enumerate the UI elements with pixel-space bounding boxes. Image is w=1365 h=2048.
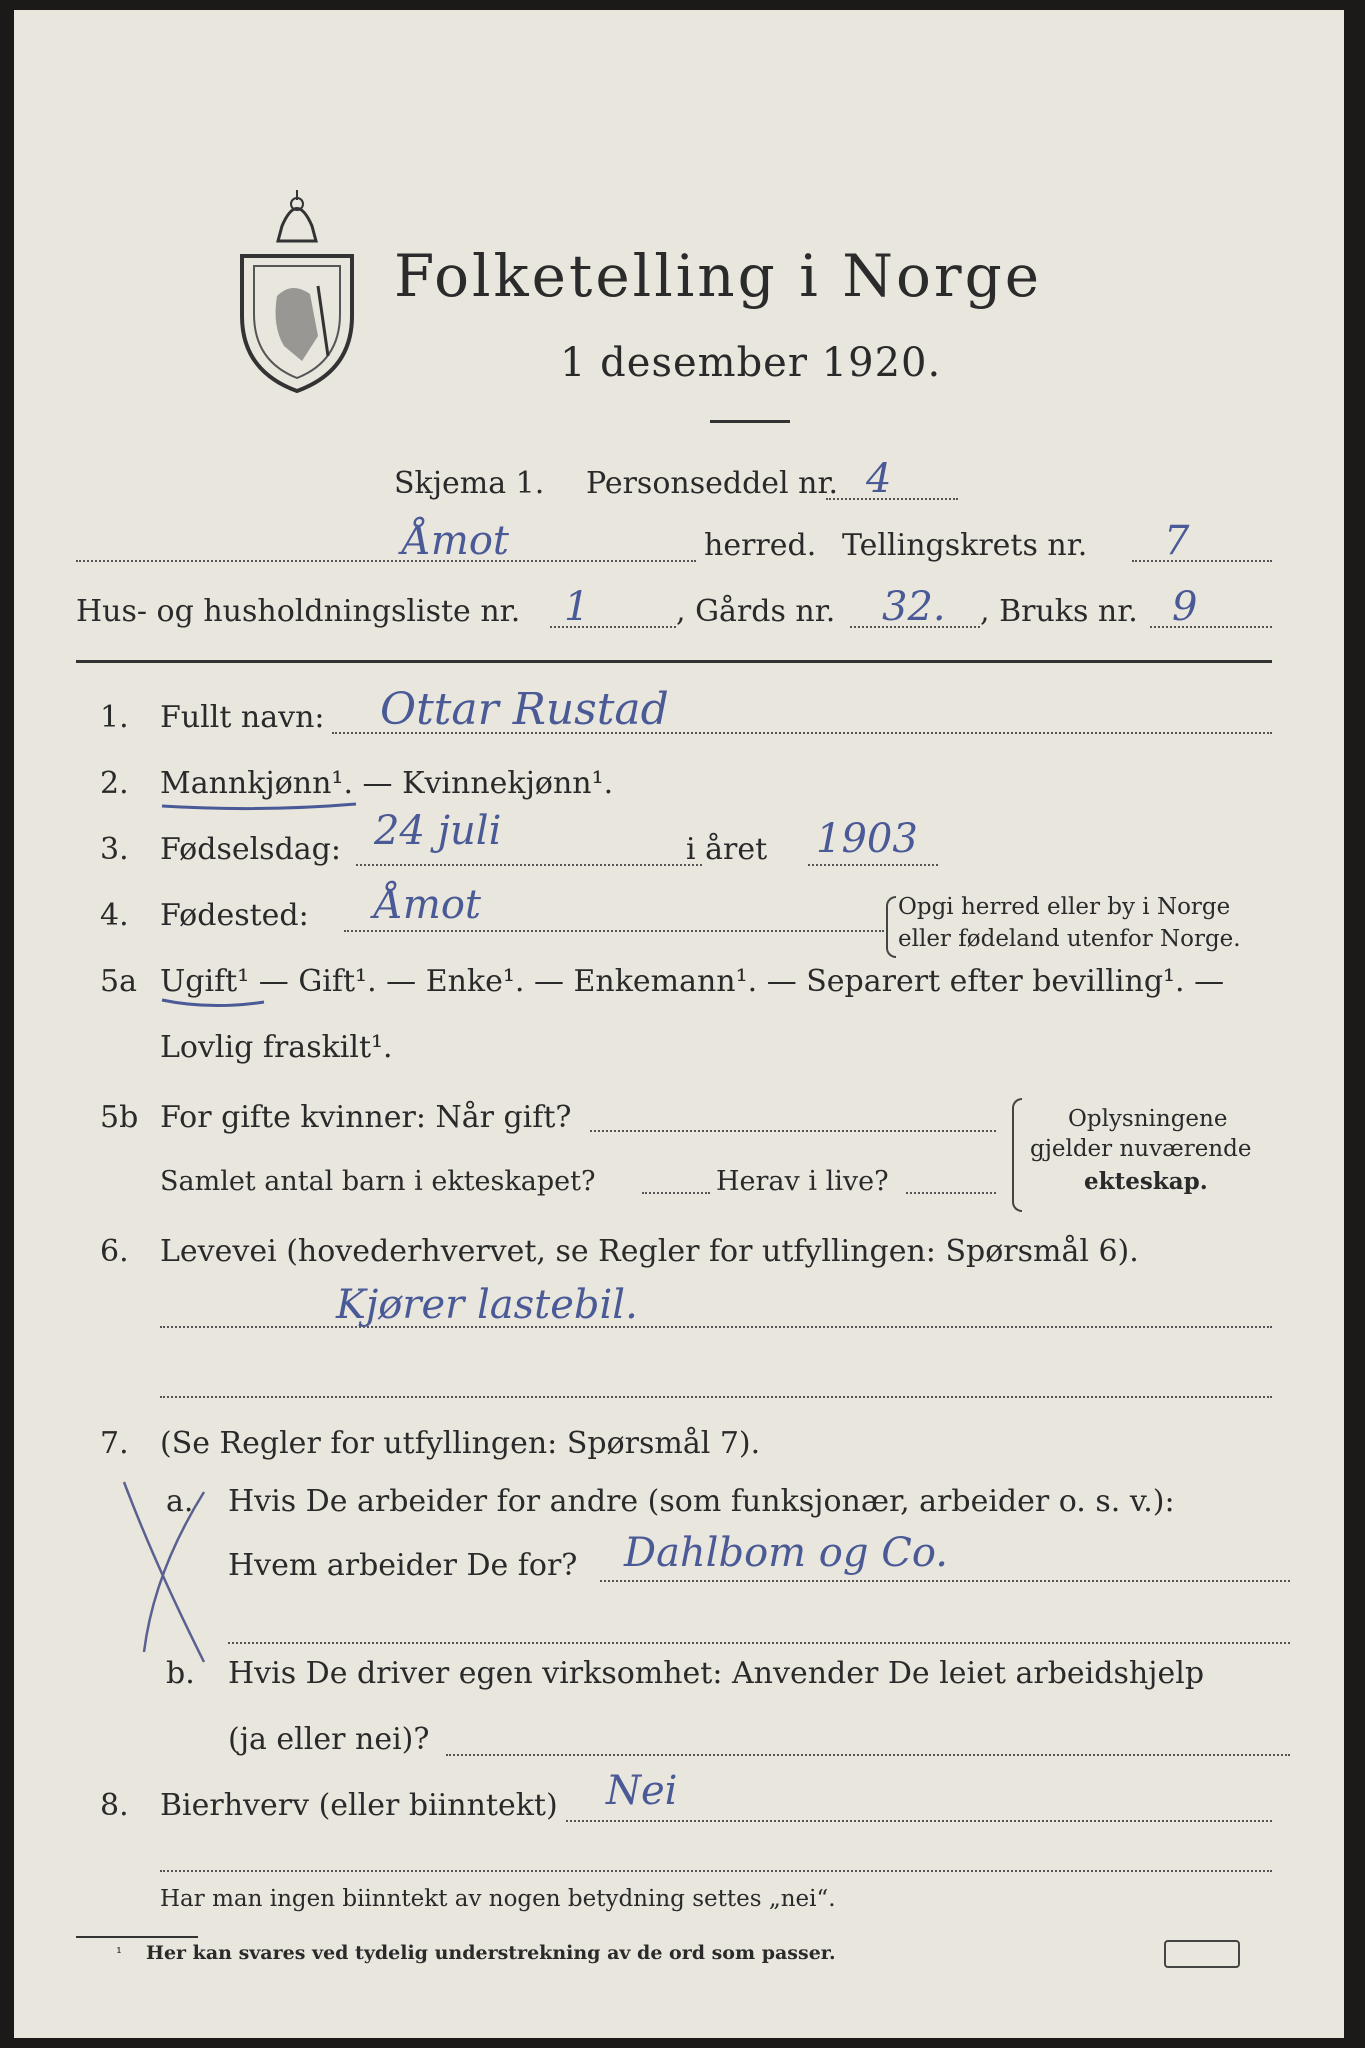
personseddel-label: Personseddel nr. [586,466,839,501]
q3-number: 3. [100,832,129,867]
q2-underline-mark [160,800,360,814]
q6-line-1 [160,1326,1272,1328]
q5b-label: For gifte kvinner: Når gift? [160,1100,572,1135]
footnote-text: Her kan svares ved tydelig understrekning av de ord som passer. [146,1942,836,1964]
gards-value: 32. [882,584,946,630]
gards-label: , Gårds nr. [676,594,836,629]
q5b-label-3: Herav i live? [716,1166,889,1197]
husliste-label: Hus- og husholdningsliste nr. [76,594,521,629]
q8-sidejob-value: Nei [606,1768,678,1814]
q5b-note-3: ekteskap. [1084,1168,1208,1195]
q5a-number: 5a [100,964,137,999]
q6-number: 6. [100,1234,129,1269]
footnote-mark: ¹ [116,1944,123,1962]
q3-year-line [808,864,938,866]
q8-line [566,1820,1272,1822]
census-date: 1 desember 1920. [560,340,942,386]
q4-note-1: Opgi herred eller by i Norge [898,894,1231,920]
q3-year-value: 1903 [816,816,918,862]
q7b-line [446,1754,1290,1756]
q7a-letter: a. [166,1484,194,1519]
q1-full-name-value: Ottar Rustad [380,684,669,735]
q7b-label-2: (ja eller nei)? [228,1722,430,1757]
q1-number: 1. [100,700,129,735]
q7b-label: Hvis De driver egen virksomhet: Anvender De leiet arbeidshjelp [228,1656,1205,1691]
q7a-label: Hvis De arbeider for andre (som funksjonær, arbeider o. s. v.): [228,1484,1175,1519]
q7a-line-2 [228,1642,1290,1644]
personseddel-line [826,498,958,500]
q7a-employer-line [600,1580,1290,1582]
q4-line [344,930,884,932]
q2-number: 2. [100,766,129,801]
q8-note: Har man ingen biinntekt av nogen betydning settes „nei“. [160,1886,836,1912]
q5b-children-line [642,1192,710,1194]
q3-label: Fødselsdag: [160,832,341,867]
q2-label: Mannkjønn¹. — Kvinnekjønn¹. [160,766,614,801]
q5b-note-2: gjelder nuværende [1030,1136,1252,1162]
q5b-brace [1012,1098,1022,1212]
q5b-note-1: Oplysningene [1068,1106,1228,1132]
tellingskrets-value: 7 [1164,518,1190,564]
q7a-label-2: Hvem arbeider De for? [228,1548,578,1583]
q4-brace [886,896,896,958]
q8-label: Bierhverv (eller biinntekt) [160,1788,558,1823]
tellingskrets-label: Tellingskrets nr. [842,528,1088,563]
herred-value: Åmot [402,518,509,564]
q5b-married-line [590,1130,996,1132]
header-divider [76,660,1272,663]
herred-line [76,560,696,562]
q4-label: Fødested: [160,898,309,933]
q6-line-2 [160,1396,1272,1398]
tellingskrets-line [1132,560,1272,562]
q5b-number: 5b [100,1100,139,1135]
q4-note-2: eller fødeland utenfor Norge. [898,926,1241,952]
q7b-letter: b. [166,1656,195,1691]
q4-birthplace-value: Åmot [374,882,481,928]
census-form-sheet [14,10,1344,2038]
bruks-value: 9 [1172,584,1198,630]
norwegian-coat-of-arms-icon [232,186,362,396]
q5a-underline-mark [160,996,270,1012]
q8-line-2 [160,1870,1272,1872]
form-title: Folketelling i Norge [394,242,1043,310]
personseddel-value: 4 [866,456,892,502]
skjema-label: Skjema 1. [394,466,545,501]
q7a-employer-value: Dahlbom og Co. [624,1530,948,1576]
husliste-value: 1 [564,584,590,630]
q3-year-label: i året [686,832,768,867]
footnote-divider [76,1936,198,1938]
q5a-label-2: Lovlig fraskilt¹. [160,1030,393,1065]
q5b-label-2: Samlet antal barn i ekteskapet? [160,1166,596,1197]
q6-occupation-value: Kjører lastebil. [336,1282,638,1328]
q3-day-line [356,864,702,866]
q7-number: 7. [100,1426,129,1461]
title-divider [710,420,790,423]
q3-birthday-value: 24 juli [374,808,502,854]
bruks-label: , Bruks nr. [980,594,1138,629]
q4-number: 4. [100,898,129,933]
bruks-line [1150,626,1272,628]
q5a-label: Ugift¹ — Gift¹. — Enke¹. — Enkemann¹. — Separert efter bevilling¹. — [160,964,1225,999]
printer-stamp [1164,1940,1240,1968]
q7-label: (Se Regler for utfyllingen: Spørsmål 7). [160,1426,761,1461]
q8-number: 8. [100,1788,129,1823]
q1-label: Fullt navn: [160,700,325,735]
q5b-alive-line [906,1192,996,1194]
q6-label: Levevei (hovederhvervet, se Regler for utfyllingen: Spørsmål 6). [160,1234,1139,1269]
herred-label: herred. [704,528,817,563]
